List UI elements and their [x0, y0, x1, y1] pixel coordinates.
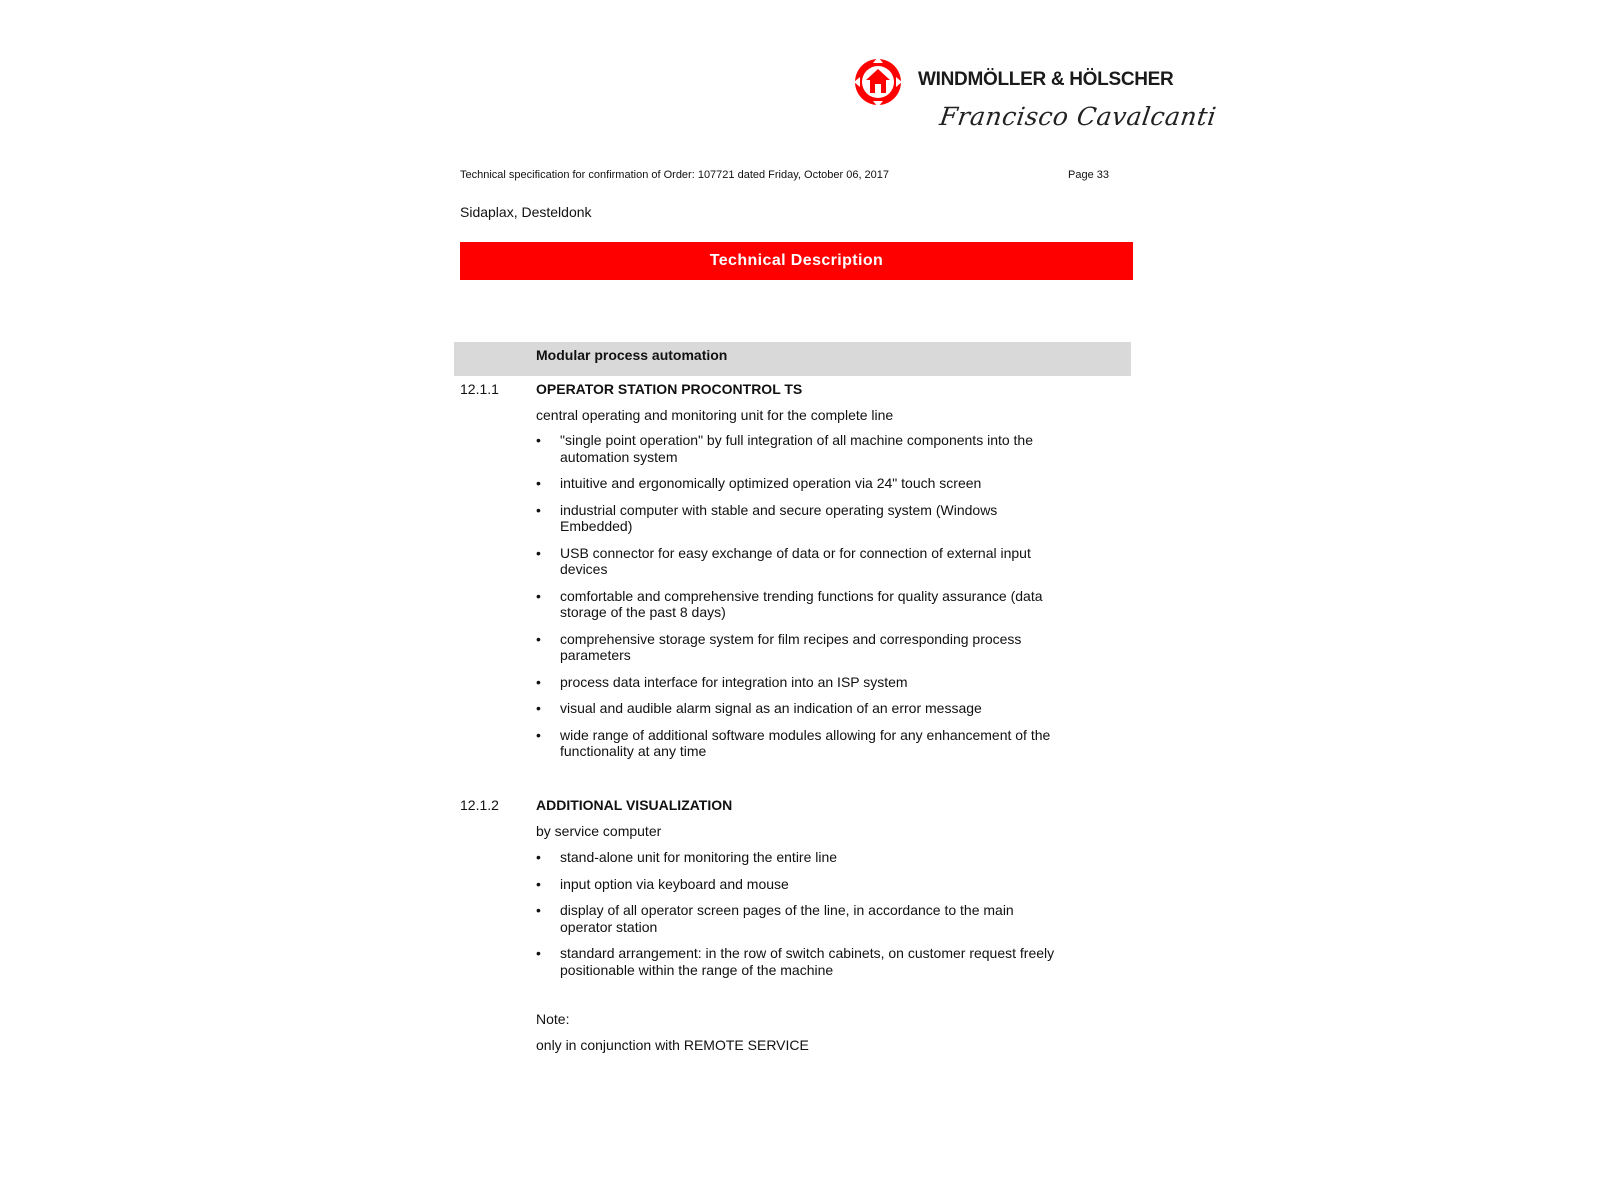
bullet-list	[536, 849, 1056, 988]
section-title: Modular process automation	[536, 347, 728, 363]
brand-name: WINDMÖLLER & HÖLSCHER	[918, 69, 1174, 90]
list-item	[536, 475, 1056, 492]
bullet-list	[536, 432, 1056, 770]
bullet-icon: •	[536, 673, 541, 690]
bullet-icon: •	[536, 700, 541, 716]
list-item	[536, 631, 1056, 664]
subsection-intro: by service computer	[536, 823, 662, 839]
list-item	[536, 502, 1056, 535]
bullet-icon: •	[536, 726, 541, 743]
bullet-icon: •	[536, 902, 541, 918]
list-item-text: comfortable and comprehensive trending functions for quality assurance (data storage of the past 8 days)	[560, 587, 1043, 620]
list-item	[536, 876, 1056, 893]
list-item-text: "single point operation" by full integration of all machine components into the automation system	[560, 432, 1034, 465]
list-item	[536, 849, 1056, 866]
note-label: Note:	[536, 1011, 570, 1027]
list-item-text: stand-alone unit for monitoring the entire line	[560, 849, 838, 865]
page-number: Page 33	[1068, 169, 1109, 181]
bullet-icon: •	[536, 432, 541, 448]
bullet-icon: •	[536, 875, 541, 892]
bullet-icon: •	[536, 630, 541, 647]
subsection-intro: central operating and monitoring unit for the complete line	[536, 407, 894, 423]
bullet-icon: •	[536, 587, 541, 604]
list-item-text: industrial computer with stable and secure operating system (Windows Embedded)	[560, 501, 998, 534]
list-item	[536, 727, 1056, 760]
list-item	[536, 700, 1056, 717]
subsection-title: ADDITIONAL VISUALIZATION	[536, 797, 733, 813]
list-item-text: display of all operator screen pages of the line, in accordance to the main operator station	[560, 902, 1014, 935]
signature: Francisco Cavalcanti	[937, 102, 1219, 131]
subsection-number: 12.1.1	[460, 381, 499, 397]
title-banner	[460, 242, 1133, 280]
list-item-text: input option via keyboard and mouse	[560, 875, 789, 892]
list-item-text: standard arrangement: in the row of switch cabinets, on customer request freely positionable within the range of the machine	[560, 945, 1055, 978]
list-item-text: visual and audible alarm signal as an indication of an error message	[560, 700, 982, 716]
order-reference-line: Technical specification for confirmation of Order: 107721 dated Friday, October 06, 2017	[460, 169, 890, 181]
list-item	[536, 588, 1056, 621]
subsection-number: 12.1.2	[460, 797, 499, 813]
customer-name: Sidaplax, Desteldonk	[460, 204, 592, 220]
bullet-icon: •	[536, 945, 541, 961]
list-item	[536, 902, 1056, 935]
list-item-text: comprehensive storage system for film recipes and corresponding process parameters	[560, 630, 1022, 663]
subsection-title: OPERATOR STATION PROCONTROL TS	[536, 381, 803, 397]
house-arrows-logo-icon	[853, 56, 903, 108]
bullet-icon: •	[536, 501, 541, 518]
list-item-text: wide range of additional software modules allowing for any enhancement of the functionality at any time	[560, 726, 1051, 759]
list-item	[536, 545, 1056, 578]
list-item	[536, 945, 1056, 978]
note-text: only in conjunction with REMOTE SERVICE	[536, 1037, 809, 1053]
list-item	[536, 674, 1056, 691]
list-item	[536, 432, 1056, 465]
bullet-icon: •	[536, 849, 541, 865]
bullet-icon: •	[536, 475, 541, 491]
list-item-text: USB connector for easy exchange of data or for connection of external input devices	[560, 544, 1031, 577]
list-item-text: process data interface for integration into an ISP system	[560, 673, 908, 690]
banner-title: Technical Description	[709, 252, 884, 269]
bullet-icon: •	[536, 544, 541, 561]
list-item-text: intuitive and ergonomically optimized operation via 24" touch screen	[560, 475, 982, 491]
